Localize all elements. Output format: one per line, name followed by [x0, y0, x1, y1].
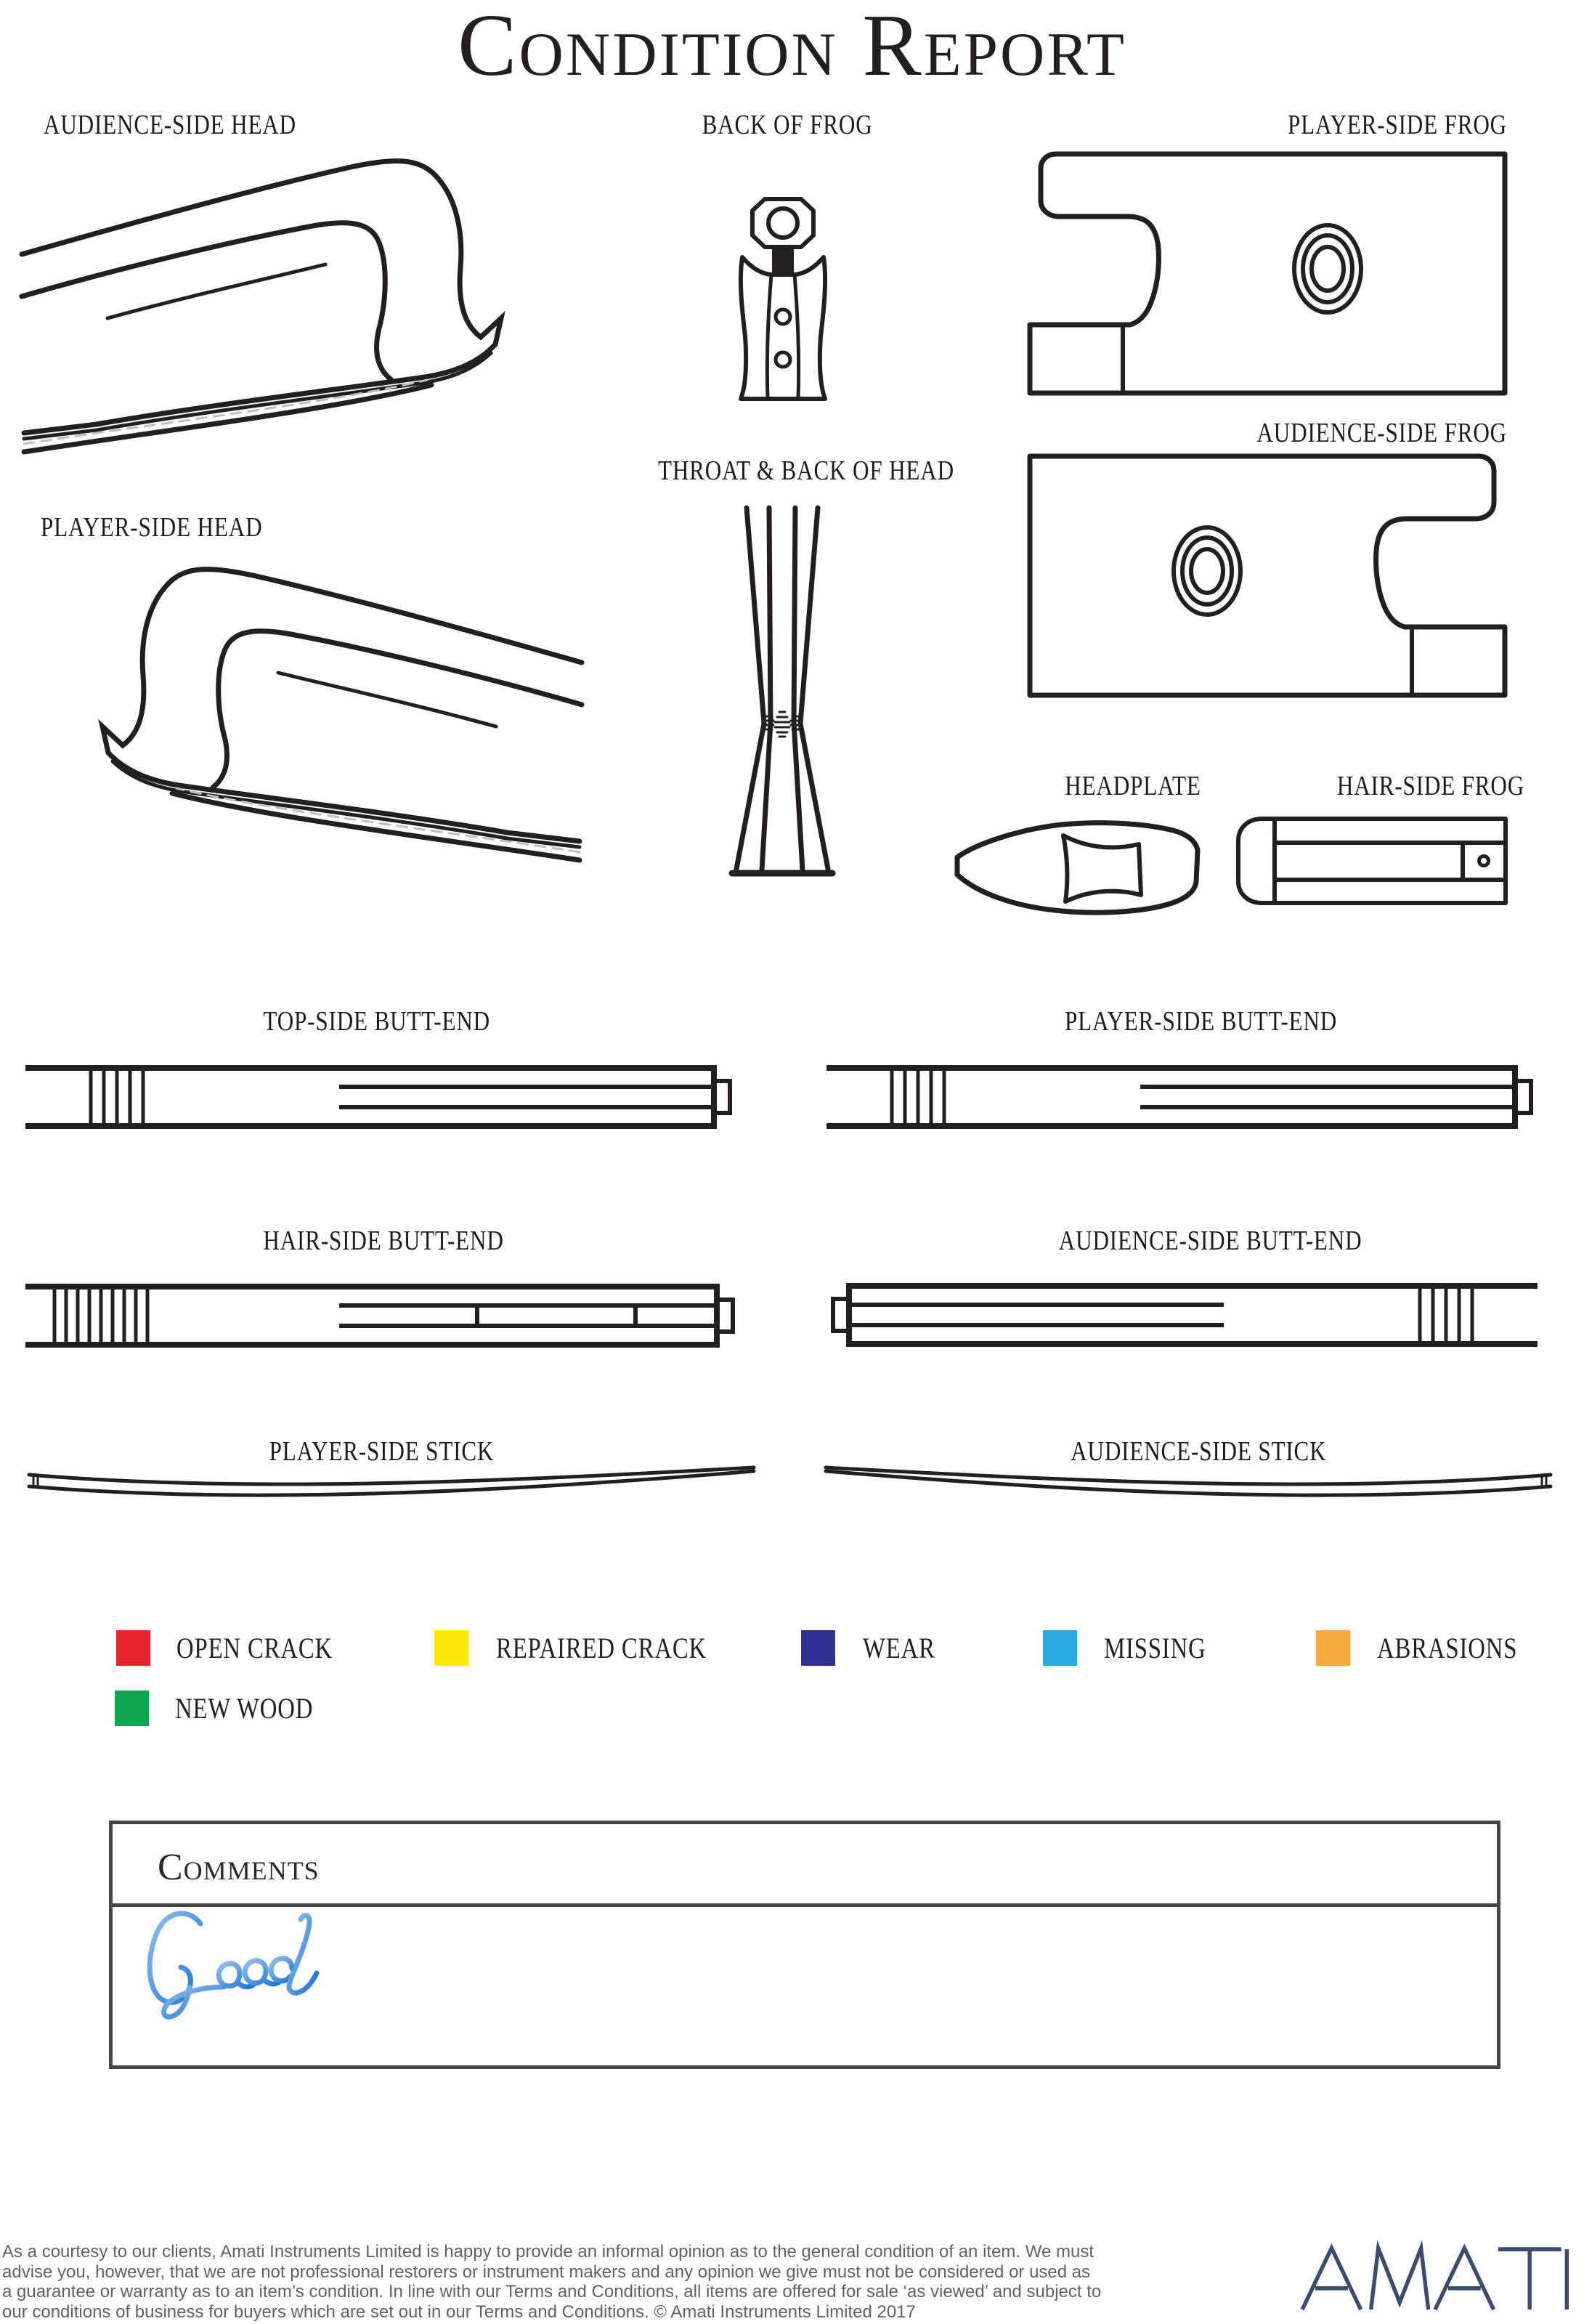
label-player-side-stick: PLAYER-SIDE STICK [269, 1436, 495, 1467]
audience-side-butt-end-drawing [829, 1282, 1538, 1348]
open-crack-swatch [116, 1630, 150, 1666]
footer-disclaimer-line: our conditions of business for buyers which are set out in our Terms and Conditions. © Amati Instruments Limited 2017 [2, 2301, 916, 2322]
label-player-side-head: PLAYER-SIDE HEAD [41, 512, 263, 543]
handwritten-comment-signature [138, 1902, 370, 2022]
label-headplate: HEADPLATE [1065, 771, 1201, 801]
label-player-side-butt-end: PLAYER-SIDE BUTT-END [1065, 1006, 1338, 1037]
player-side-head-drawing [20, 554, 583, 862]
wear-swatch [801, 1630, 835, 1666]
brand-logo-text [0, 0, 1, 1]
label-player-side-frog: PLAYER-SIDE FROG [1288, 110, 1507, 140]
footer-disclaimer [2, 2242, 1208, 2322]
label-audience-side-stick: AUDIENCE-SIDE STICK [1071, 1436, 1327, 1467]
label-hair-side-butt-end: HAIR-SIDE BUTT-END [263, 1226, 504, 1256]
player-side-stick-drawing [22, 1465, 759, 1505]
legend-label: OPEN CRACK [176, 1632, 333, 1664]
legend-label: MISSING [1104, 1632, 1206, 1664]
legend-label: REPAIRED CRACK [496, 1632, 707, 1664]
legend-label: NEW WOOD [175, 1692, 314, 1725]
comments-header: Comments [158, 1847, 320, 1888]
amati-logo-icon [1300, 2243, 1570, 2313]
abrasions-swatch [1316, 1630, 1350, 1666]
label-audience-side-head: AUDIENCE-SIDE HEAD [44, 110, 296, 140]
comments-value-text [0, 0, 1, 1]
hair-side-frog-drawing [1233, 817, 1508, 905]
player-side-frog-drawing [1028, 151, 1508, 396]
label-audience-side-butt-end: AUDIENCE-SIDE BUTT-END [1058, 1226, 1362, 1256]
audience-side-head-drawing [20, 145, 583, 454]
label-audience-side-frog: AUDIENCE-SIDE FROG [1256, 418, 1507, 448]
label-back-of-frog: BACK OF FROG [702, 110, 873, 140]
hair-side-butt-end-drawing [25, 1282, 737, 1349]
footer-disclaimer-line: a guarantee or warranty as to an item’s condition. In line with our Terms and Conditions, all items are offered for sale ‘as viewed’ and subject to [2, 2282, 1102, 2301]
throat-back-of-head-drawing [720, 506, 844, 878]
audience-side-frog-drawing [1027, 453, 1506, 698]
back-of-frog-drawing [732, 195, 834, 409]
legend-label: WEAR [863, 1632, 935, 1664]
repaired-crack-swatch [434, 1630, 468, 1666]
audience-side-stick-drawing [821, 1465, 1558, 1505]
headplate-drawing [953, 815, 1207, 917]
label-hair-side-frog: HAIR-SIDE FROG [1336, 771, 1525, 801]
label-throat-back-of-head: THROAT & BACK OF HEAD [658, 456, 954, 486]
footer-disclaimer-line: advise you, however, that we are not professional restorers or instrument makers and any opinion we give must not be considered or used as [2, 2262, 1091, 2282]
legend-label: ABRASIONS [1377, 1632, 1518, 1664]
page-title: Condition Report [458, 0, 1126, 94]
new-wood-swatch [115, 1691, 149, 1726]
top-side-butt-end-drawing [25, 1064, 734, 1130]
footer-disclaimer-line: As a courtesy to our clients, Amati Instruments Limited is happy to provide an informal opinion as to the general condition of an item. We must [2, 2242, 1094, 2262]
missing-swatch [1043, 1630, 1077, 1666]
label-top-side-butt-end: TOP-SIDE BUTT-END [263, 1006, 490, 1037]
player-side-butt-end-drawing [826, 1064, 1535, 1130]
